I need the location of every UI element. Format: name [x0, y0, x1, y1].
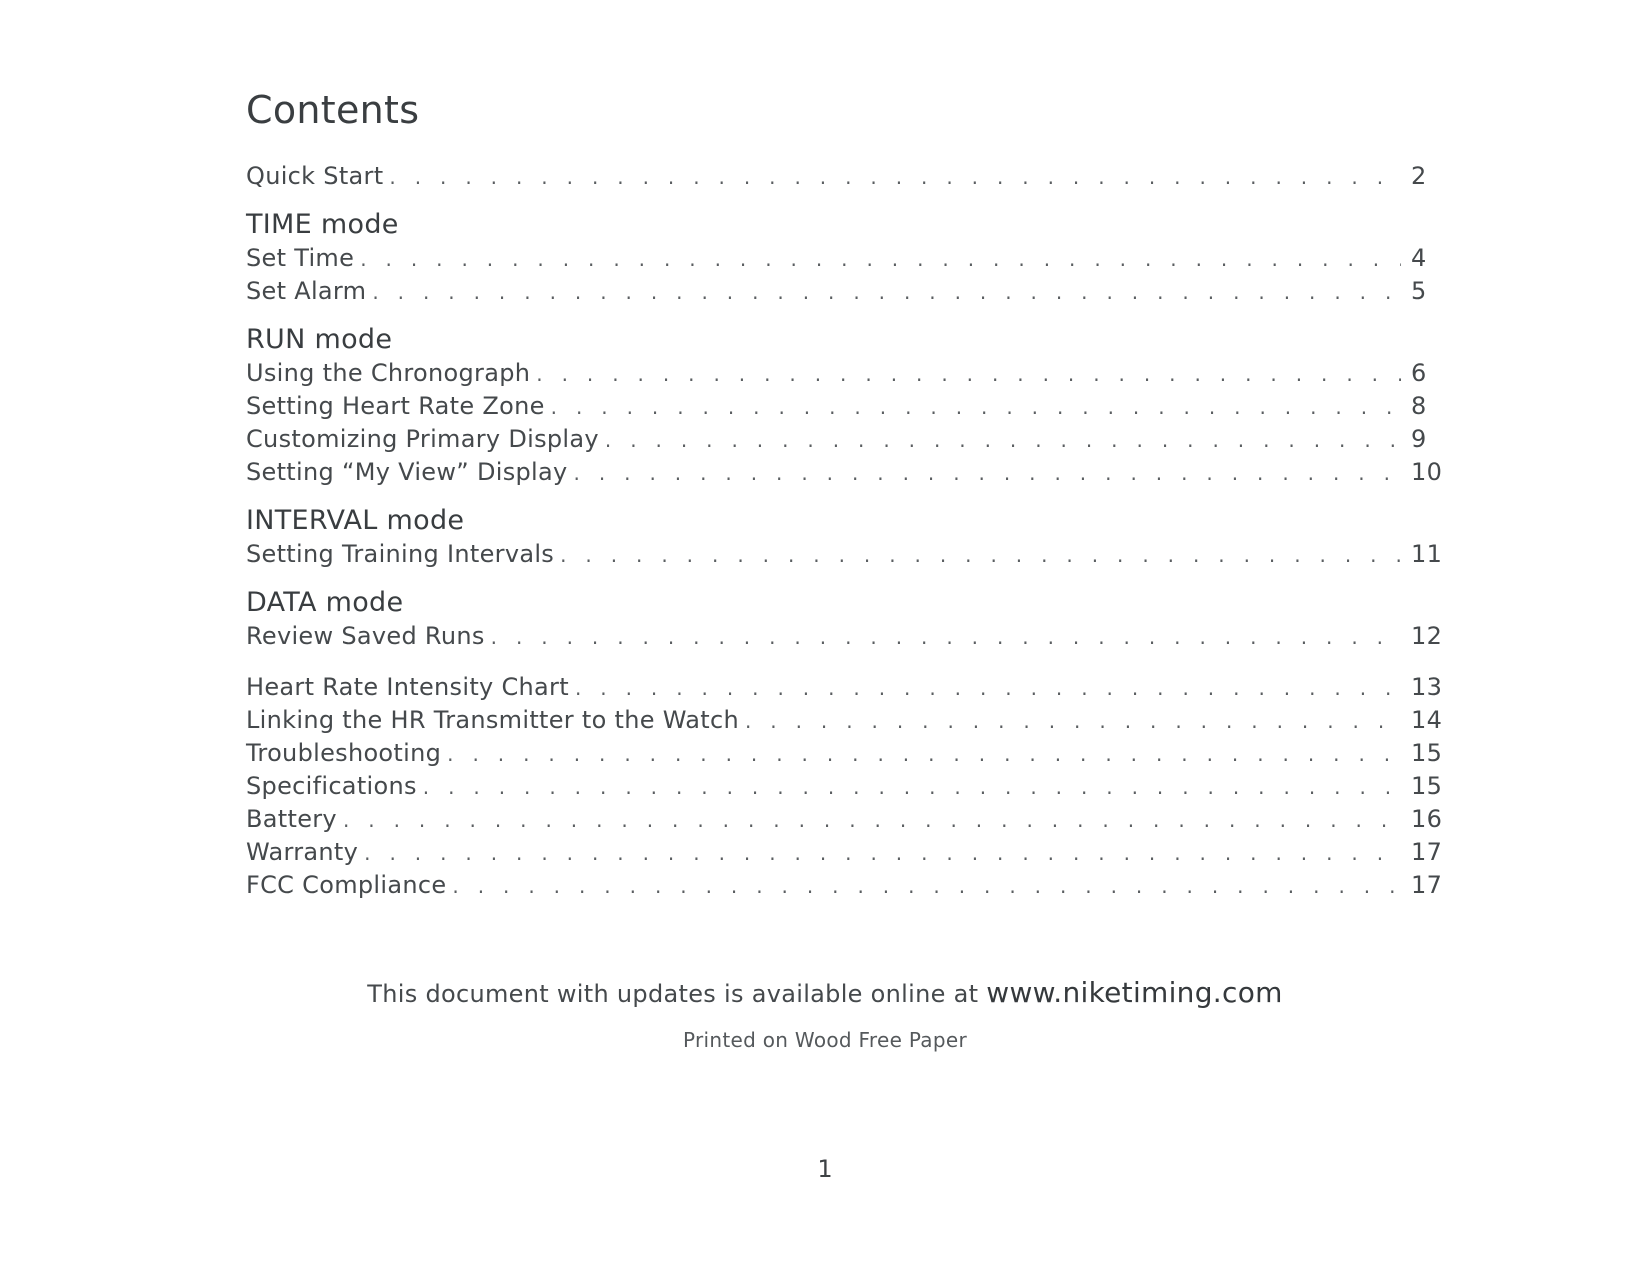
dot-leader	[536, 358, 1401, 391]
section-heading-interval-mode: INTERVAL mode	[246, 505, 465, 536]
toc-entry-label: FCC Compliance	[246, 871, 447, 899]
page-title: Contents	[246, 88, 420, 132]
toc-entry-quick-start[interactable]	[246, 160, 1441, 193]
toc-entry-label: Set Alarm	[246, 277, 367, 305]
dot-leader	[389, 161, 1401, 194]
toc-entry-set-alarm[interactable]	[246, 275, 1441, 308]
dot-leader	[343, 804, 1401, 837]
toc-entry-set-time[interactable]	[246, 242, 1441, 275]
dot-leader	[447, 738, 1401, 771]
dot-leader	[491, 621, 1401, 654]
dot-leader	[575, 672, 1401, 705]
toc-entry-page: 15	[1411, 739, 1443, 767]
toc-entry-page: 12	[1411, 622, 1443, 650]
toc-entry-linking-hr-transmitter[interactable]	[246, 704, 1441, 737]
toc-entry-label: Troubleshooting	[246, 739, 442, 767]
online-availability-note	[0, 976, 1650, 1009]
spacer	[246, 653, 1441, 671]
toc-entry-page: 5	[1411, 277, 1427, 305]
toc-entry-label: Quick Start	[246, 162, 384, 190]
toc-entry-label: Setting “My View” Display	[246, 458, 568, 486]
toc-entry-label: Setting Training Intervals	[246, 540, 555, 568]
dot-leader	[372, 276, 1401, 309]
section-heading-run-mode: RUN mode	[246, 324, 393, 355]
toc-entry-page: 11	[1411, 540, 1443, 568]
printed-note: Printed on Wood Free Paper	[682, 1028, 967, 1052]
dot-leader	[452, 870, 1401, 903]
table-of-contents	[246, 82, 1441, 902]
dot-leader	[364, 837, 1401, 870]
toc-entry-label: Specifications	[246, 772, 417, 800]
toc-entry-label: Customizing Primary Display	[246, 425, 599, 453]
toc-entry-page: 17	[1411, 871, 1443, 899]
toc-entry-label: Setting Heart Rate Zone	[246, 392, 545, 420]
section-heading-data-mode: DATA mode	[246, 587, 404, 618]
toc-entry-review-saved-runs[interactable]	[246, 620, 1441, 653]
toc-entry-label: Battery	[246, 805, 337, 833]
toc-entry-page: 2	[1411, 162, 1427, 190]
toc-entry-page: 15	[1411, 772, 1443, 800]
toc-entry-fcc-compliance[interactable]	[246, 869, 1441, 902]
dot-leader	[745, 705, 1401, 738]
toc-entry-my-view-display[interactable]	[246, 456, 1441, 489]
toc-entry-page: 6	[1411, 359, 1427, 387]
toc-entry-page: 16	[1411, 805, 1443, 833]
section-heading-time-mode: TIME mode	[246, 209, 399, 240]
dot-leader	[605, 424, 1401, 457]
toc-entry-heart-rate-zone[interactable]	[246, 390, 1441, 423]
toc-entry-page: 4	[1411, 244, 1427, 272]
dot-leader	[560, 539, 1401, 572]
toc-entry-label: Set Time	[246, 244, 355, 272]
toc-entry-specifications[interactable]	[246, 770, 1441, 803]
dot-leader	[423, 771, 1401, 804]
dot-leader	[360, 243, 1401, 276]
toc-entry-hr-intensity-chart[interactable]	[246, 671, 1441, 704]
toc-entry-battery[interactable]	[246, 803, 1441, 836]
toc-entry-label: Linking the HR Transmitter to the Watch	[246, 706, 739, 734]
toc-entry-primary-display[interactable]	[246, 423, 1441, 456]
page-number: 1	[817, 1155, 833, 1183]
dot-leader	[551, 391, 1401, 424]
toc-entry-page: 10	[1411, 458, 1443, 486]
dot-leader	[574, 457, 1401, 490]
toc-entry-page: 9	[1411, 425, 1427, 453]
toc-entry-warranty[interactable]	[246, 836, 1441, 869]
website-link[interactable]: www.niketiming.com	[986, 976, 1283, 1009]
toc-entry-page: 13	[1411, 673, 1443, 701]
toc-entry-page: 14	[1411, 706, 1443, 734]
toc-entry-page: 8	[1411, 392, 1427, 420]
toc-entry-label: Review Saved Runs	[246, 622, 485, 650]
toc-entry-training-intervals[interactable]	[246, 538, 1441, 571]
toc-entry-troubleshooting[interactable]	[246, 737, 1441, 770]
toc-entry-using-chronograph[interactable]	[246, 357, 1441, 390]
toc-entry-label: Warranty	[246, 838, 359, 866]
toc-entry-page: 17	[1411, 838, 1443, 866]
online-text: This document with updates is available online at	[367, 980, 979, 1008]
toc-entry-label: Heart Rate Intensity Chart	[246, 673, 569, 701]
toc-entry-label: Using the Chronograph	[246, 359, 531, 387]
